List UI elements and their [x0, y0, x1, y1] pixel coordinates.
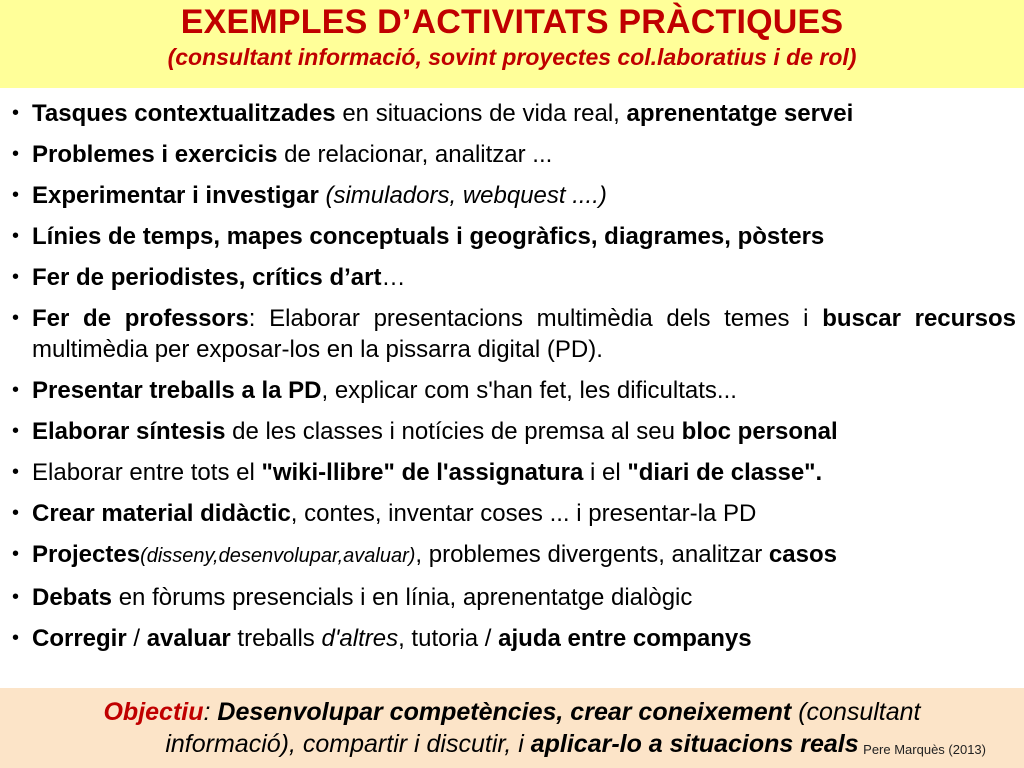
item-text: bloc personal: [681, 418, 838, 445]
activities-list: [10, 98, 1016, 664]
item-text: : Elaborar presentacions multimèdia dels temes i: [248, 305, 823, 332]
bullet-icon: •: [12, 307, 20, 329]
item-text: Fer de periodistes, crítics d’art: [32, 264, 382, 291]
item-text: Crear material didàctic: [32, 500, 291, 527]
item-text: Presentar treballs a la PD: [32, 377, 322, 404]
item-text: Debats: [32, 584, 113, 611]
item-text: aprenentatge servei: [626, 100, 854, 127]
item-text: Problemes i exercicis: [32, 141, 278, 168]
bullet-icon: •: [12, 420, 20, 442]
item-text: (disseny,desenvolupar,avaluar): [140, 545, 416, 567]
list-item: [10, 180, 1016, 211]
list-item: [10, 303, 1016, 365]
item-text: "diari de classe".: [627, 459, 823, 486]
list-item: [10, 539, 1016, 572]
objective-bold-2: aplicar-lo a situacions reals: [530, 730, 859, 758]
slide-title: EXEMPLES D’ACTIVITATS PRÀCTIQUES: [180, 3, 844, 41]
item-text: Elaborar entre tots el: [32, 459, 262, 486]
bullet-icon: •: [12, 143, 20, 165]
list-item: [10, 221, 1016, 252]
list-item: [10, 623, 1016, 654]
item-text: en fòrums presencials i en línia, aprenentatge dialògic: [112, 584, 693, 611]
item-text: /: [126, 625, 147, 652]
item-text: d'altres: [321, 625, 399, 652]
bullet-icon: •: [12, 461, 20, 483]
item-text: …: [381, 264, 406, 291]
item-text: Experimentar i investigar: [32, 182, 319, 209]
item-text: en situacions de vida real,: [335, 100, 627, 127]
item-text: Corregir: [32, 625, 127, 652]
author-credit: Pere Marquès (2013): [863, 742, 986, 757]
item-text: Línies de temps, mapes conceptuals i geogràfics, diagrames, pòsters: [32, 223, 825, 250]
list-item: [10, 582, 1016, 613]
bullet-icon: •: [12, 379, 20, 401]
item-text: Projectes: [32, 541, 141, 568]
item-text: de relacionar, analitzar ...: [277, 141, 553, 168]
bullet-icon: •: [12, 102, 20, 124]
list-item: [10, 139, 1016, 170]
bullet-icon: •: [12, 225, 20, 247]
objective-colon: :: [203, 698, 218, 726]
list-item: [10, 262, 1016, 293]
item-text: , problemes divergents, analitzar: [415, 541, 769, 568]
list-item: [10, 457, 1016, 488]
bullet-icon: •: [12, 586, 20, 608]
item-text: , contes, inventar coses ... i presentar-la PD: [290, 500, 757, 527]
item-text: i el: [583, 459, 628, 486]
objective-text-1: (consultant informació), compartir i discutir, i: [165, 698, 921, 758]
list-item: [10, 416, 1016, 447]
bullet-icon: •: [12, 502, 20, 524]
objective-label: Objectiu: [103, 698, 204, 726]
item-text: casos: [768, 541, 837, 568]
item-text: , explicar com s'han fet, les dificultats...: [321, 377, 737, 404]
list-item: [10, 98, 1016, 129]
bullet-icon: •: [12, 627, 20, 649]
title-banner: [0, 0, 1024, 88]
item-text: de les classes i notícies de premsa al seu: [225, 418, 682, 445]
slide-subtitle: (consultant informació, sovint proyectes col.laboratius i de rol): [167, 44, 857, 70]
list-item: [10, 498, 1016, 529]
list-item: [10, 375, 1016, 406]
item-text: ajuda entre companys: [498, 625, 752, 652]
item-text: treballs: [230, 625, 322, 652]
item-text: avaluar: [146, 625, 231, 652]
objective-banner: [0, 688, 1024, 768]
item-text: Tasques contextualitzades: [32, 100, 336, 127]
item-text: Elaborar síntesis: [32, 418, 226, 445]
item-text: multimèdia per exposar-los en la pissarra digital (PD).: [32, 336, 603, 363]
item-text: (simuladors, webquest ....): [318, 182, 607, 209]
bullet-icon: •: [12, 543, 20, 565]
bullet-icon: •: [12, 266, 20, 288]
item-text: , tutoria /: [398, 625, 499, 652]
objective-text: [40, 696, 984, 760]
item-text: "wiki-llibre" de l'assignatura: [261, 459, 584, 486]
item-text: Fer de professors: [32, 305, 249, 332]
bullet-icon: •: [12, 184, 20, 206]
item-text: buscar recursos: [822, 305, 1017, 332]
objective-bold-1: Desenvolupar competències, crear coneixement: [217, 698, 792, 726]
